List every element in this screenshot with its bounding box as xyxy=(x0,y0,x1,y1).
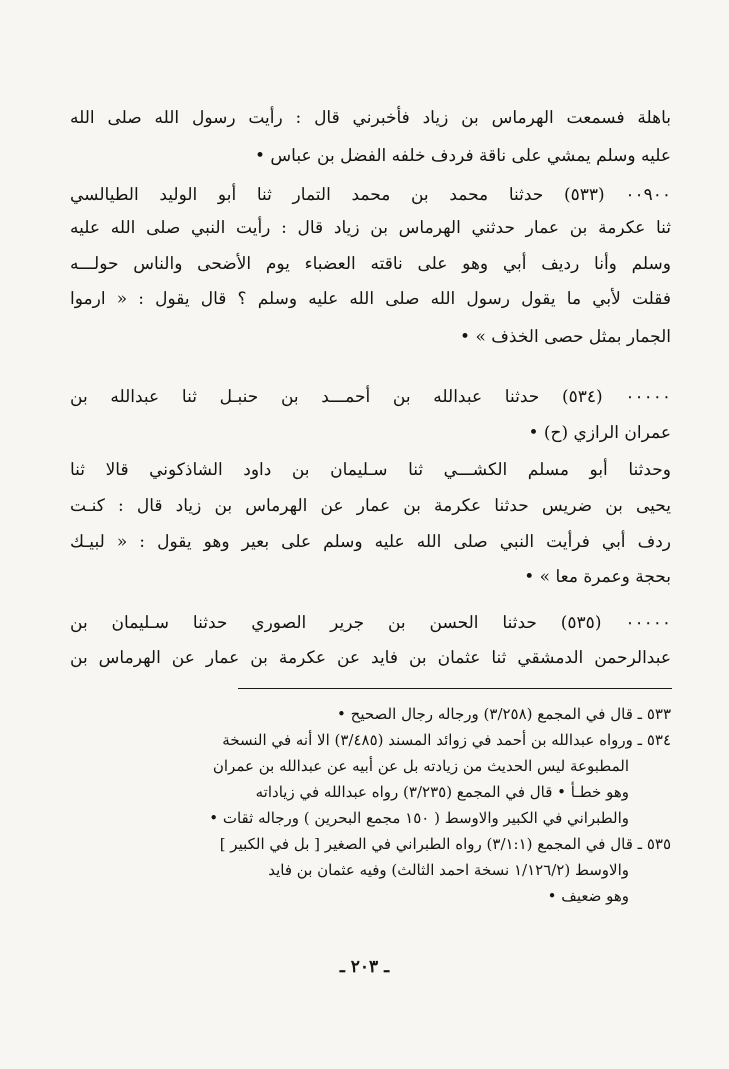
body-line: وسلم وأنا رديف أبي وهو على ناقته العضباء يوم الأضحى والناس حولـــه xyxy=(70,254,671,274)
footnote-separator xyxy=(238,688,672,689)
body-line: عبدالرحمن الدمشقي ثنا عثمان بن فايد عن عكرمة بن عمار عن الهرماس بن xyxy=(70,648,671,668)
footnote-line: وهو ضعيف • xyxy=(547,887,629,905)
body-line: يحيى بن ضريس حدثنا عكرمة بن عمار عن الهرماس بن زياد قال : كنـت xyxy=(70,496,671,516)
footnote-line: المطبوعة ليس الحديث من زيادته بل عن أبيه عن عبدالله بن عمران xyxy=(212,757,629,775)
body-line: باهلة فسمعت الهرماس بن زياد فأخبرني قال : رأيت رسول الله صلى الله xyxy=(70,108,671,128)
footnote-line: وهو خطـأ • قال في المجمع (٣/٢٣٥) رواه عبدالله في زياداته xyxy=(255,783,629,801)
body-line: عمران الرازي (ح) • xyxy=(528,423,671,443)
footnote-line: والطبراني في الكبير والاوسط ( ١٥٠ مجمع البحرين ) ورجاله ثقات • xyxy=(209,809,629,827)
footnote-line: ٥٣٣ ـ قال في المجمع (٣/٢٥٨) ورجاله رجال الصحيح • xyxy=(337,705,671,723)
body-line: بحجة وعمرة معا » • xyxy=(524,567,671,587)
body-line: وحدثنا أبو مسلم الكشـــي ثنا سـليمان بن داود الشاذكوني قالا ثنا xyxy=(70,460,671,480)
body-line: ٠٠٠٠٠ (٥٣٤) حدثنا عبدالله بن أحمـــد بن حنبـل ثنا عبدالله بن xyxy=(70,387,671,407)
footnote-line: ٥٣٤ ـ ورواه عبدالله بن أحمد في زوائد المسند (٣/٤٨٥) الا أنه في النسخة xyxy=(222,731,671,749)
body-line: عليه وسلم يمشي على ناقة فردف خلفه الفضل بن عباس • xyxy=(254,146,671,166)
body-line: ٠٠٩٠٠ (٥٣٣) حدثنا محمد بن محمد التمار ثنا أبو الوليد الطيالسي xyxy=(70,185,671,205)
body-line: ثنا عكرمة بن عمار حدثني الهرماس بن زياد قال : رأيت النبي صلى الله عليه xyxy=(70,218,671,238)
footnote-line: والاوسط (١/١٢٦/٢ نسخة احمد الثالث) وفيه عثمان بن فايد xyxy=(268,861,629,879)
footnote-line: ٥٣٥ ـ قال في المجمع (٣/١:١) رواه الطبراني في الصغير [ بل في الكبير ] xyxy=(219,835,671,853)
body-line: الجمار بمثل حصى الخذف » • xyxy=(460,327,671,347)
body-line: ٠٠٠٠٠ (٥٣٥) حدثنا الحسن بن جرير الصوري حدثنا سـليمان بن xyxy=(70,613,671,633)
page-number: ـ ٢٠٣ ـ xyxy=(339,957,390,977)
body-line: ردف أبي فرأيت النبي صلى الله عليه وسلم على بعير وهو يقول : « لبيـك xyxy=(70,532,671,552)
body-line: فقلت لأبي ما يقول رسول الله صلى الله عليه وسلم ؟ قال يقول : « ارموا xyxy=(70,289,671,309)
